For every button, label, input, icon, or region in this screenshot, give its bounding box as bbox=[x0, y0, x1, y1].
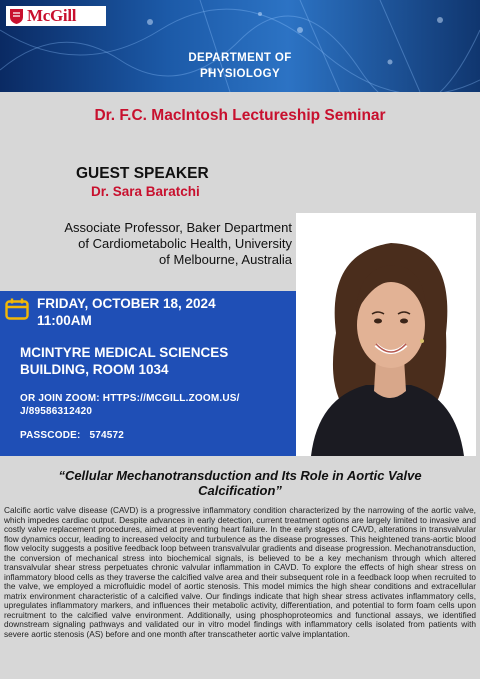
event-date-time bbox=[37, 295, 216, 329]
event-time: 11:00AM bbox=[37, 313, 92, 328]
venue-line: BUILDING, ROOM 1034 bbox=[20, 362, 169, 377]
department-name bbox=[140, 50, 340, 82]
speaker-name: Dr. Sara Baratchi bbox=[91, 184, 200, 199]
passcode-value: 574572 bbox=[89, 430, 125, 441]
speaker-photo bbox=[296, 213, 476, 456]
event-details-panel bbox=[0, 291, 296, 456]
talk-title-line: Calcification” bbox=[198, 483, 282, 498]
speaker-portrait-graphic bbox=[296, 213, 476, 456]
event-date: FRIDAY, OCTOBER 18, 2024 bbox=[37, 296, 216, 311]
logo-text: McGill bbox=[27, 6, 77, 25]
guest-speaker-heading: GUEST SPEAKER bbox=[76, 165, 209, 182]
zoom-link[interactable] bbox=[20, 392, 240, 418]
affiliation-line: Associate Professor, Baker Department bbox=[64, 220, 292, 235]
speaker-affiliation bbox=[4, 220, 292, 268]
talk-abstract: Calcific aortic valve disease (CAVD) is a progressive inflammatory condition characterized by the narrowing of the aortic valve, which impedes cardiac output. Despite advances in early detection, current treatment options are largely limited to invasive and costly valve replacement procedures, aimed at preventing heart failure. In the early stages of CAVD, alterations in transvalvular flow dynamics occur, leading to increased velocity and turbulence as the disease progresses. This heightened trans-aortic blood flow velocity suggests a positive feedback loop between transvalvular gradients and disease progression. Mechanotransduction, the conversion of mechanical stress into biochemical signals, is believed to be a key mechanism through which altered transvalvular shear stress perpetuates chronic valvular inflammation in CAVD. To explore the effects of high shear stress on inflammatory blood cells as they traverse the calcified valve area and their subsequent role in a feedback loop when recruited to the valve, we employed a microfluidic model of aortic stenosis. This model mimics the high shear conditions and extracellular matrix environment characteristic of a calcified valve. Our findings indicate that high shear stress activates inflammatory cells, upregulates inflammatory markers, and influences their metabolic activity, differentiation, and potential to form foam cells upon recruitment to the calcified valve environment. Additionally, using phosphoproteomics and functional assays, we identified downstream signaling pathways and validated our in vitro model findings with inflammatory cells isolated from patients with severe aortic stenosis (AS) before and one month after transcatheter aortic valve implantation. bbox=[4, 505, 476, 639]
shield-icon bbox=[10, 9, 23, 24]
venue-line: MCINTYRE MEDICAL SCIENCES bbox=[20, 345, 229, 360]
zoom-link-line: OR JOIN ZOOM: HTTPS://MCGILL.ZOOM.US/ bbox=[20, 393, 240, 404]
affiliation-line: of Cardiometabolic Health, University bbox=[78, 236, 292, 251]
zoom-passcode bbox=[20, 430, 124, 441]
passcode-label: PASSCODE: bbox=[20, 430, 81, 441]
zoom-link-line: J/89586312420 bbox=[20, 406, 93, 417]
calendar-icon bbox=[5, 298, 29, 320]
event-venue bbox=[20, 344, 228, 378]
affiliation-line: of Melbourne, Australia bbox=[159, 252, 292, 267]
talk-title bbox=[12, 468, 468, 498]
mcgill-logo bbox=[6, 6, 106, 26]
department-line: DEPARTMENT OF bbox=[188, 52, 292, 64]
talk-title-line: “Cellular Mechanotransduction and Its Role in Aortic Valve bbox=[58, 468, 422, 483]
department-line: PHYSIOLOGY bbox=[199, 68, 281, 80]
header-banner bbox=[0, 0, 480, 92]
event-title: Dr. F.C. MacIntosh Lectureship Seminar bbox=[94, 107, 386, 124]
